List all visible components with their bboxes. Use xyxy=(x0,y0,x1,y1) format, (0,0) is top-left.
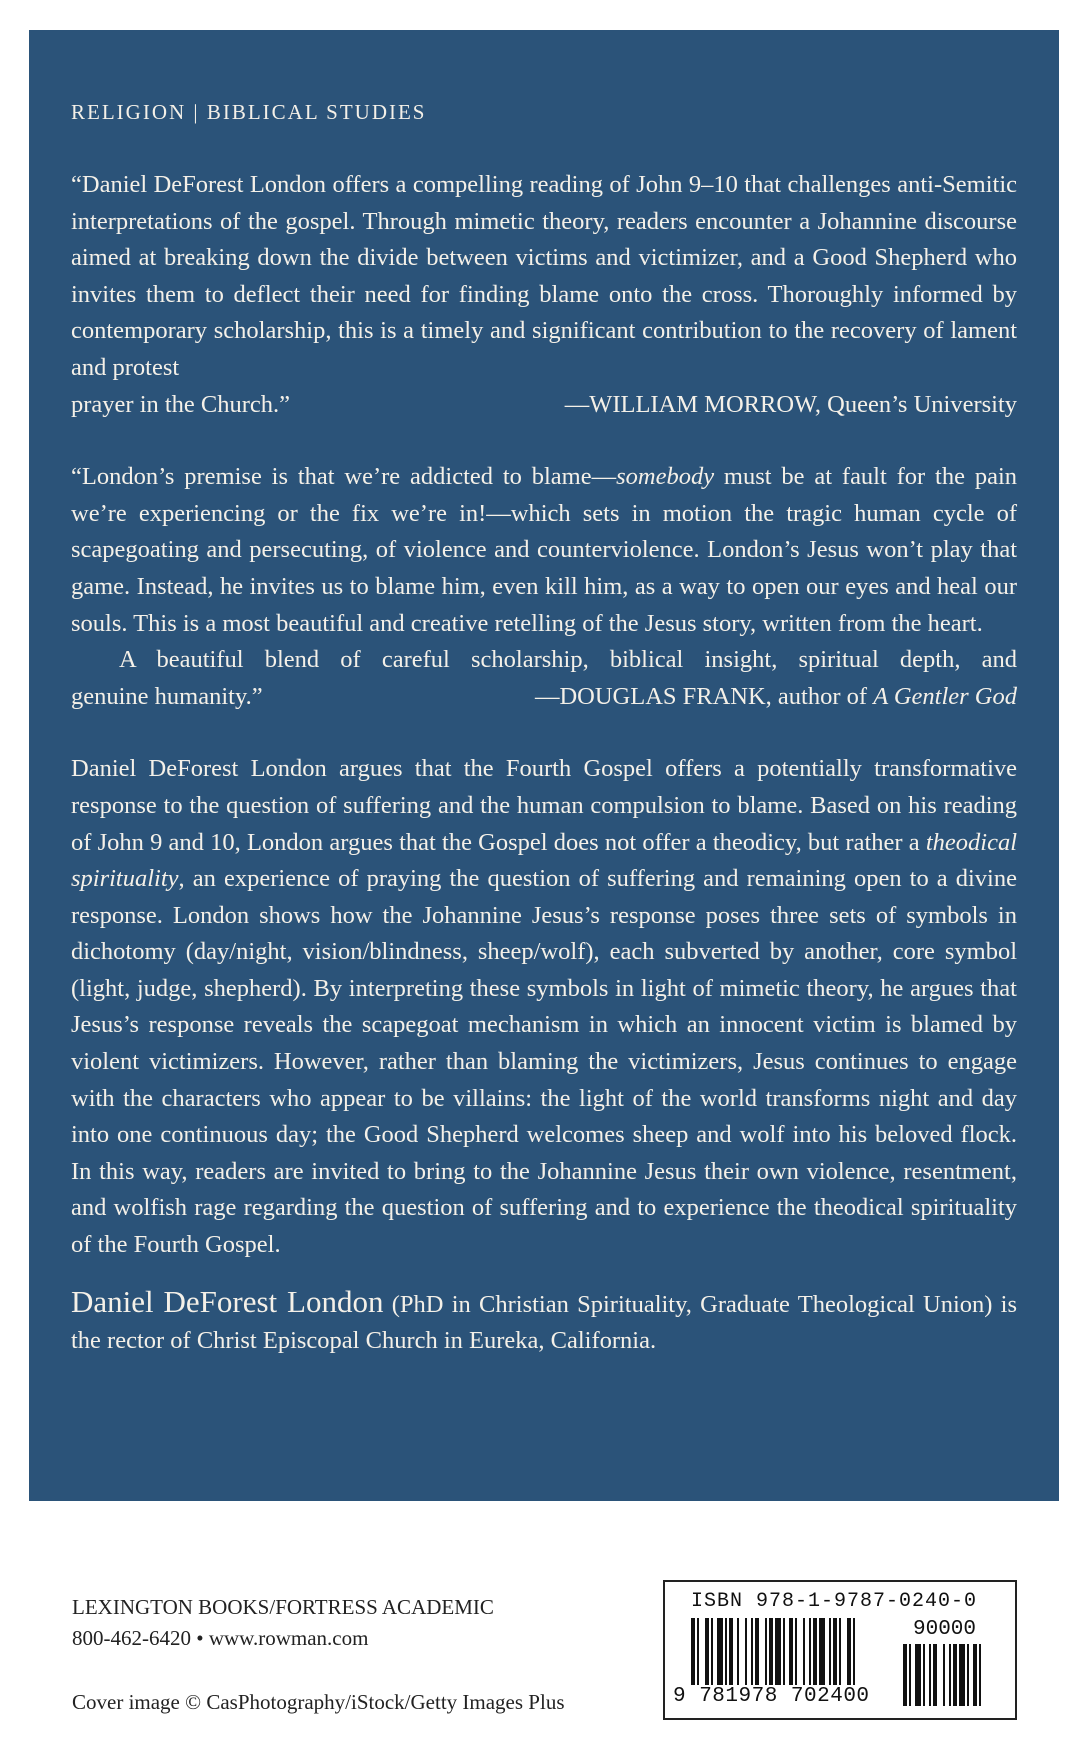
barcode-addon-bar xyxy=(933,1644,937,1706)
endorsement-body xyxy=(71,459,1017,642)
barcode-bar xyxy=(705,1618,709,1688)
back-cover-panel xyxy=(29,30,1059,1501)
barcode-addon-bar xyxy=(973,1644,977,1706)
barcode-bar xyxy=(847,1618,851,1688)
barcode-addon-digits: 90000 xyxy=(913,1618,977,1641)
barcode-addon-bar xyxy=(949,1644,951,1706)
barcode-bar xyxy=(765,1618,767,1688)
barcode-bar xyxy=(725,1618,727,1688)
description-text: Daniel DeForest London argues that the Fourth Gospel offers a potentially transformative response to the question of suffering and the human compulsion to blame. Based on his reading of John 9 and 10, London argues that the Gospel does not offer a theodicy, but rather a xyxy=(71,755,1017,856)
description-emphasis: theodical spirituality xyxy=(71,828,1017,893)
isbn-barcode xyxy=(663,1580,1017,1720)
endorsement-last-line xyxy=(71,679,1017,716)
barcode-addon-bar xyxy=(903,1644,907,1706)
barcode-addon-bar xyxy=(959,1644,965,1706)
endorsement-second-paragraph: A beautiful blend of careful scholarship, biblical insight, spiritual depth, and xyxy=(119,646,1017,674)
barcode-bar xyxy=(819,1618,825,1688)
endorsement-frank xyxy=(71,459,1017,715)
author-bio-text: (PhD in Christian Spirituality, Graduate Theological Union) is the rector of Christ Episcopal Church in Eureka, California. xyxy=(71,1290,1018,1355)
endorsement-attribution xyxy=(535,679,1017,716)
endorsement-text: must be at fault for the pain we’re experiencing or the fix we’re in!—which sets in motion the tragic human cycle of scapegoating and persecuting, of violence and counterviolence. London’s Jesus won’t play that game. Instead, he invites us to blame him, even kill him, as a way to open our eyes and heal our souls. This is a most beautiful and creative retelling of the Jesus story, written from the heart. xyxy=(71,463,1017,637)
barcode-bar xyxy=(745,1618,747,1688)
endorsement-body: “Daniel DeForest London offers a compelling reading of John 9–10 that challenges anti-Semitic interpretations of the gospel. Through mimetic theory, readers encounter a Johannine discourse aimed at breaking down the divide between victims and victimizer, and a Good Shepherd who invites them to deflect their need for finding blame onto the cross. Thoroughly informed by contemporary scholarship, this is a timely and significant contribution to the recovery of lament and protest xyxy=(71,171,1017,381)
attribution-book-title: A Gentler God xyxy=(873,682,1017,710)
endorsement-morrow xyxy=(71,167,1017,423)
barcode-bar xyxy=(755,1618,759,1688)
barcode-addon-bar xyxy=(979,1644,981,1706)
endorsement-text: “London’s premise is that we’re addicted to blame— xyxy=(71,463,617,491)
endorsement-attribution: —WILLIAM MORROW, Queen’s University xyxy=(564,390,1017,418)
attribution-prefix: —DOUGLAS FRANK, author of xyxy=(534,682,874,710)
category-label: RELIGION | BIBLICAL STUDIES xyxy=(71,100,427,124)
barcode-bar xyxy=(813,1618,817,1688)
publisher-name: LEXINGTON BOOKS/FORTRESS ACADEMIC xyxy=(72,1595,494,1619)
barcode-addon-bar xyxy=(943,1644,945,1706)
barcode-bar xyxy=(717,1618,723,1688)
publisher-info xyxy=(72,1592,565,1718)
barcode-addon-bar xyxy=(929,1644,931,1706)
barcode-bar xyxy=(737,1618,739,1688)
barcode-addon-bar xyxy=(953,1644,957,1706)
barcode-bar xyxy=(783,1618,785,1688)
image-credit: Cover image © CasPhotography/iStock/Getty Images Plus xyxy=(72,1690,565,1714)
barcode-bar xyxy=(789,1618,793,1688)
endorsement-emphasis: somebody xyxy=(616,463,715,491)
description-text: , an experience of praying the question of suffering and remaining open to a divine response. London shows how the Johannine Jesus’s response poses three sets of symbols in dichotomy (day/night, vision/blindness, sheep/wolf), each subverted by another, core symbol (light, judge, shepherd). By interpreting these symbols in light of mimetic theory, he argues that Jesus’s response reveals the scapegoat mechanism in which an innocent victim is blamed by violent victimizers. However, rather than blaming the victimizers, Jesus continues to engage with the characters who appear to be villains: the light of the world transforms night and day into one continuous day; the Good Shepherd welcomes sheep and wolf into his beloved flock. In this way, readers are invited to bring to the Johannine Jesus their own violence, resentment, and wolfish rage regarding the question of suffering and to experience the theodical spirituality of the Fourth Gospel. xyxy=(71,865,1017,1259)
barcode-bar xyxy=(839,1618,841,1688)
book-description xyxy=(71,751,1017,1263)
barcode-bar xyxy=(833,1618,837,1688)
author-bio xyxy=(71,1284,1017,1360)
barcode-addon-bar xyxy=(923,1644,925,1706)
endorsement-last-line xyxy=(71,387,1017,424)
barcode-bar xyxy=(711,1618,713,1688)
barcode-digits: 9 781978 702400 xyxy=(673,1685,870,1708)
barcode-addon-bar xyxy=(967,1644,969,1706)
barcode-bar xyxy=(729,1618,733,1688)
barcode-bar xyxy=(803,1618,805,1688)
barcode-bar xyxy=(769,1618,773,1688)
barcode-bar xyxy=(795,1618,797,1688)
barcode-bar xyxy=(809,1618,811,1688)
barcode-bar xyxy=(829,1618,831,1688)
barcode-bar xyxy=(751,1618,753,1688)
barcode-addon-bar xyxy=(915,1644,921,1706)
author-name: Daniel DeForest London xyxy=(71,1283,384,1319)
isbn-label: ISBN 978-1-9787-0240-0 xyxy=(691,1590,978,1613)
endorsement-closing-text: prayer in the Church.” xyxy=(71,390,291,418)
endorsement-closing-text: genuine humanity.” xyxy=(71,682,263,710)
publisher-contact: 800-462-6420 • www.rowman.com xyxy=(72,1626,369,1650)
barcode-addon-bar xyxy=(909,1644,911,1706)
